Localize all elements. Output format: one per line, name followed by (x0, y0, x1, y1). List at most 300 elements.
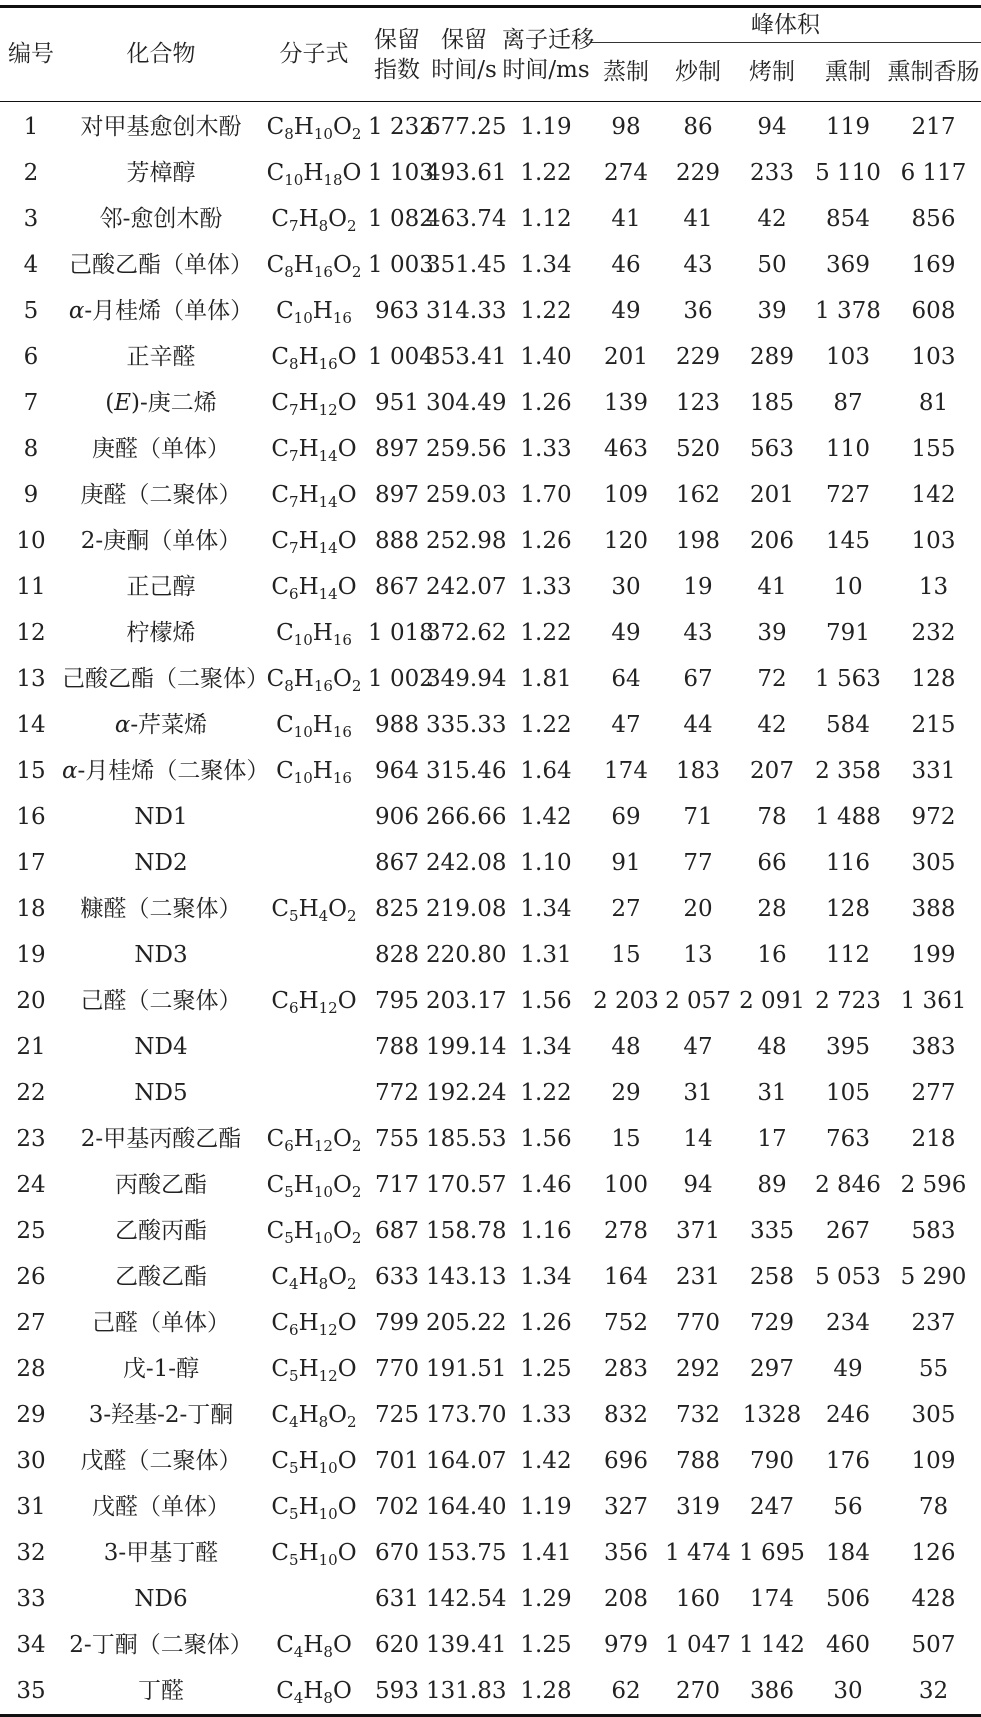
cell-compound: 对甲基愈创木酚 (80, 114, 242, 140)
cell-stir-fried: 231 (676, 1264, 720, 1290)
cell-smoked-sausage: 218 (911, 1126, 956, 1152)
cell-steamed: 69 (611, 804, 641, 830)
cell-retention-index: 1 232 (368, 114, 434, 140)
cell-smoked-sausage: 2 596 (900, 1172, 967, 1198)
cell-roasted: 66 (757, 850, 787, 876)
cell-stir-fried: 160 (676, 1586, 720, 1612)
cell-retention-time: 242.07 (426, 574, 507, 600)
cell-roasted: 790 (750, 1448, 794, 1474)
table-row (0, 1254, 981, 1300)
table-row (0, 1622, 981, 1668)
cell-roasted: 78 (757, 804, 787, 830)
cell-retention-index: 906 (375, 804, 419, 830)
cell-steamed: 41 (611, 206, 641, 232)
cell-retention-time: 205.22 (426, 1310, 507, 1336)
cell-steamed: 48 (611, 1034, 641, 1060)
cell-retention-time: 220.80 (426, 942, 507, 968)
cell-compound: 2-甲基丙酸乙酯 (80, 1126, 242, 1152)
cell-retention-time: 353.41 (426, 344, 507, 370)
cell-retention-index: 963 (375, 298, 419, 324)
cell-compound: 戊醛（二聚体） (80, 1448, 242, 1474)
cell-smoked: 369 (826, 252, 870, 278)
cell-stir-fried: 43 (683, 620, 713, 646)
cell-formula: $C_6H_{14}O$ (271, 574, 357, 603)
cell-retention-index: 755 (375, 1126, 419, 1152)
cell-formula: $C_6H_{12}O$ (271, 988, 357, 1017)
cell-smoked: 584 (826, 712, 870, 738)
header-steamed: 蒸制 (590, 43, 662, 102)
cell-drift-time: 1.34 (520, 896, 572, 922)
cell-retention-time: 463.74 (426, 206, 507, 232)
cell-drift-time: 1.10 (520, 850, 572, 876)
cell-smoked-sausage: 305 (911, 1402, 956, 1428)
cell-compound: ND6 (134, 1586, 188, 1612)
cell-id: 20 (16, 988, 46, 1014)
table-row (0, 1668, 981, 1716)
cell-formula: $C_8H_{10}O_2$ (266, 114, 362, 143)
cell-retention-index: 772 (375, 1080, 419, 1106)
table-row (0, 1116, 981, 1162)
table-row (0, 1392, 981, 1438)
cell-smoked-sausage: 388 (911, 896, 956, 922)
cell-stir-fried: 319 (676, 1494, 720, 1520)
cell-id: 13 (16, 666, 46, 692)
cell-compound: 戊醛（单体） (92, 1494, 230, 1520)
cell-smoked-sausage: 78 (918, 1494, 949, 1520)
cell-compound: ND2 (134, 850, 188, 876)
cell-formula: $C_{10}H_{18}O$ (266, 160, 362, 189)
cell-retention-index: 825 (375, 896, 419, 922)
table-row (0, 472, 981, 518)
table-row (0, 242, 981, 288)
cell-smoked: 176 (826, 1448, 870, 1474)
cell-compound: ND4 (134, 1034, 188, 1060)
cell-smoked-sausage: 305 (911, 850, 956, 876)
cell-roasted: 41 (757, 574, 787, 600)
header-retention-time-line1: 保留 (441, 26, 487, 53)
cell-retention-index: 1 002 (368, 666, 434, 692)
cell-retention-time: 139.41 (426, 1632, 507, 1658)
cell-stir-fried: 67 (683, 666, 713, 692)
cell-id: 5 (23, 298, 39, 324)
cell-formula: $C_4H_8O$ (276, 1678, 352, 1707)
cell-steamed: 832 (604, 1402, 648, 1428)
table-body (0, 102, 981, 1716)
cell-retention-index: 725 (375, 1402, 419, 1428)
cell-drift-time: 1.56 (520, 1126, 572, 1152)
cell-steamed: 120 (604, 528, 648, 554)
cell-formula: $C_5H_4O_2$ (271, 896, 357, 925)
cell-id: 6 (23, 344, 39, 370)
cell-drift-time: 1.42 (520, 1448, 572, 1474)
cell-steamed: 463 (604, 436, 648, 462)
cell-stir-fried: 2 057 (665, 988, 731, 1014)
header-retention-time (426, 7, 502, 102)
cell-retention-time: 164.40 (426, 1494, 507, 1520)
cell-compound: 2-丁酮（二聚体） (69, 1632, 253, 1658)
cell-formula: $C_4H_8O$ (276, 1632, 352, 1661)
cell-id: 28 (16, 1356, 46, 1382)
cell-stir-fried: 14 (683, 1126, 713, 1152)
table-row (0, 196, 981, 242)
table-row (0, 748, 981, 794)
cell-stir-fried: 270 (676, 1678, 720, 1704)
cell-stir-fried: 371 (676, 1218, 720, 1244)
cell-smoked: 763 (826, 1126, 870, 1152)
table-row (0, 1070, 981, 1116)
cell-retention-index: 799 (375, 1310, 419, 1336)
cell-id: 31 (16, 1494, 46, 1520)
cell-stir-fried: 71 (683, 804, 713, 830)
cell-drift-time: 1.25 (520, 1632, 572, 1658)
cell-stir-fried: 229 (676, 160, 720, 186)
header-formula: 分子式 (260, 7, 368, 102)
cell-retention-index: 988 (375, 712, 419, 738)
cell-retention-time: 158.78 (426, 1218, 507, 1244)
cell-roasted: 94 (757, 114, 787, 140)
cell-compound: 庚醛（二聚体） (80, 482, 242, 508)
cell-drift-time: 1.25 (520, 1356, 572, 1382)
cell-formula: $C_7H_{14}O$ (271, 436, 357, 465)
cell-retention-index: 620 (375, 1632, 419, 1658)
header-stir-fried: 炒制 (662, 43, 734, 102)
cell-id: 34 (16, 1632, 46, 1658)
cell-stir-fried: 1 047 (665, 1632, 731, 1658)
cell-stir-fried: 788 (676, 1448, 720, 1474)
cell-drift-time: 1.42 (520, 804, 572, 830)
cell-drift-time: 1.34 (520, 1034, 572, 1060)
table-row (0, 102, 981, 151)
cell-formula (260, 932, 368, 978)
cell-retention-index: 867 (375, 850, 419, 876)
cell-smoked-sausage: 331 (911, 758, 956, 784)
table-row (0, 656, 981, 702)
cell-compound: α-芹菜烯 (114, 712, 208, 738)
cell-retention-time: 170.57 (426, 1172, 507, 1198)
cell-formula: $C_{10}H_{16}$ (276, 758, 352, 787)
cell-compound: 2-庚酮（单体） (80, 528, 242, 554)
cell-compound: 乙酸丙酯 (115, 1218, 207, 1244)
cell-stir-fried: 13 (683, 942, 713, 968)
cell-smoked: 2 846 (815, 1172, 881, 1198)
cell-drift-time: 1.34 (520, 252, 572, 278)
cell-retention-time: 164.07 (426, 1448, 507, 1474)
cell-steamed: 274 (604, 160, 648, 186)
cell-id: 18 (16, 896, 46, 922)
cell-compound: 正己醇 (126, 574, 196, 600)
table-row (0, 932, 981, 978)
cell-stir-fried: 1 474 (665, 1540, 731, 1566)
cell-steamed: 30 (611, 574, 641, 600)
cell-smoked: 1 563 (815, 666, 881, 692)
cell-stir-fried: 36 (683, 298, 713, 324)
cell-retention-index: 828 (375, 942, 419, 968)
cell-compound: 己酸乙酯（二聚体） (62, 666, 269, 692)
cell-formula: $C_7H_{12}O$ (271, 390, 357, 419)
header-drift-time-line2: 时间/ms (502, 56, 590, 83)
cell-id: 22 (16, 1080, 46, 1106)
cell-retention-time: 242.08 (426, 850, 507, 876)
cell-formula: $C_{10}H_{16}$ (276, 620, 352, 649)
cell-compound: 庚醛（单体） (92, 436, 230, 462)
cell-steamed: 91 (611, 850, 641, 876)
cell-smoked-sausage: 972 (911, 804, 956, 830)
cell-retention-time: 266.66 (426, 804, 507, 830)
cell-retention-time: 131.83 (426, 1678, 507, 1704)
cell-stir-fried: 292 (676, 1356, 720, 1382)
header-id: 编号 (0, 7, 62, 102)
cell-smoked-sausage: 13 (918, 574, 949, 600)
cell-id: 11 (16, 574, 46, 600)
cell-smoked: 267 (826, 1218, 870, 1244)
cell-id: 7 (23, 390, 39, 416)
cell-drift-time: 1.29 (520, 1586, 572, 1612)
cell-smoked: 184 (826, 1540, 870, 1566)
cell-retention-index: 670 (375, 1540, 419, 1566)
header-retention-time-line2: 时间/s (431, 56, 497, 83)
table-row (0, 288, 981, 334)
cell-id: 17 (16, 850, 46, 876)
cell-retention-index: 867 (375, 574, 419, 600)
cell-drift-time: 1.81 (520, 666, 572, 692)
cell-compound: 己酸乙酯（单体） (69, 252, 253, 278)
cell-retention-time: 142.54 (426, 1586, 507, 1612)
cell-smoked-sausage: 55 (918, 1356, 949, 1382)
cell-retention-time: 143.13 (426, 1264, 507, 1290)
cell-id: 26 (16, 1264, 46, 1290)
cell-retention-index: 631 (375, 1586, 419, 1612)
cell-smoked: 105 (826, 1080, 870, 1106)
cell-roasted: 233 (750, 160, 794, 186)
cell-drift-time: 1.40 (520, 344, 572, 370)
cell-retention-index: 1 004 (368, 344, 434, 370)
cell-compound: 正辛醛 (126, 344, 196, 370)
cell-stir-fried: 86 (683, 114, 713, 140)
cell-compound: 芳樟醇 (126, 160, 196, 186)
cell-smoked-sausage: 169 (911, 252, 956, 278)
cell-roasted: 185 (750, 390, 794, 416)
cell-retention-index: 701 (375, 1448, 419, 1474)
cell-smoked-sausage: 109 (911, 1448, 956, 1474)
cell-id: 14 (16, 712, 46, 738)
cell-formula (260, 1024, 368, 1070)
cell-steamed: 15 (611, 1126, 641, 1152)
cell-smoked-sausage: 126 (911, 1540, 956, 1566)
header-roasted: 烤制 (734, 43, 810, 102)
cell-roasted: 2 091 (739, 988, 805, 1014)
cell-compound: (E)-庚二烯 (105, 390, 217, 416)
cell-smoked: 128 (826, 896, 870, 922)
table-row (0, 1300, 981, 1346)
cell-steamed: 29 (611, 1080, 641, 1106)
cell-smoked-sausage: 583 (911, 1218, 956, 1244)
cell-drift-time: 1.31 (520, 942, 572, 968)
cell-formula: $C_{10}H_{16}$ (276, 298, 352, 327)
cell-roasted: 28 (757, 896, 787, 922)
cell-steamed: 62 (611, 1678, 641, 1704)
cell-steamed: 283 (604, 1356, 648, 1382)
table-row (0, 1346, 981, 1392)
cell-roasted: 42 (757, 712, 787, 738)
cell-smoked: 30 (833, 1678, 863, 1704)
cell-roasted: 207 (750, 758, 794, 784)
cell-drift-time: 1.33 (520, 574, 572, 600)
cell-retention-index: 964 (375, 758, 419, 784)
cell-retention-time: 304.49 (426, 390, 507, 416)
cell-roasted: 16 (757, 942, 787, 968)
cell-stir-fried: 732 (676, 1402, 720, 1428)
cell-id: 10 (16, 528, 46, 554)
cell-retention-time: 199.14 (426, 1034, 507, 1060)
cell-compound: ND3 (134, 942, 188, 968)
cell-id: 27 (16, 1310, 46, 1336)
cell-roasted: 50 (757, 252, 787, 278)
cell-id: 1 (23, 114, 39, 140)
cell-retention-time: 252.98 (426, 528, 507, 554)
header-compound: 化合物 (62, 7, 260, 102)
cell-drift-time: 1.46 (520, 1172, 572, 1198)
cell-stir-fried: 20 (683, 896, 713, 922)
cell-retention-time: 192.24 (426, 1080, 507, 1106)
cell-drift-time: 1.22 (520, 1080, 572, 1106)
cell-retention-time: 203.17 (426, 988, 507, 1014)
cell-drift-time: 1.22 (520, 298, 572, 324)
table-row (0, 518, 981, 564)
cell-formula: $C_7H_{14}O$ (271, 482, 357, 511)
cell-stir-fried: 229 (676, 344, 720, 370)
cell-id: 12 (16, 620, 46, 646)
table-row (0, 702, 981, 748)
cell-smoked-sausage: 128 (911, 666, 956, 692)
cell-smoked-sausage: 856 (911, 206, 956, 232)
cell-retention-index: 897 (375, 436, 419, 462)
cell-retention-time: 349.94 (426, 666, 507, 692)
cell-steamed: 752 (604, 1310, 648, 1336)
cell-steamed: 174 (604, 758, 648, 784)
cell-smoked: 395 (826, 1034, 870, 1060)
cell-stir-fried: 198 (676, 528, 720, 554)
cell-drift-time: 1.33 (520, 436, 572, 462)
cell-roasted: 335 (750, 1218, 794, 1244)
cell-retention-time: 259.03 (426, 482, 507, 508)
cell-smoked-sausage: 1 361 (900, 988, 967, 1014)
cell-smoked-sausage: 428 (911, 1586, 956, 1612)
table-row (0, 1208, 981, 1254)
table-row (0, 1484, 981, 1530)
cell-roasted: 297 (750, 1356, 794, 1382)
cell-roasted: 1 695 (739, 1540, 805, 1566)
cell-id: 4 (23, 252, 39, 278)
cell-smoked-sausage: 608 (911, 298, 956, 324)
cell-id: 23 (16, 1126, 46, 1152)
cell-steamed: 696 (604, 1448, 648, 1474)
cell-smoked-sausage: 5 290 (900, 1264, 967, 1290)
cell-smoked: 460 (826, 1632, 870, 1658)
cell-steamed: 356 (604, 1540, 648, 1566)
cell-retention-time: 185.53 (426, 1126, 507, 1152)
cell-steamed: 201 (604, 344, 648, 370)
cell-id: 35 (16, 1678, 46, 1704)
header-drift-time (502, 7, 594, 102)
header-smoked-sausage: 熏制香肠 (886, 43, 981, 102)
cell-id: 32 (16, 1540, 46, 1566)
table-row (0, 1530, 981, 1576)
cell-roasted: 42 (757, 206, 787, 232)
table-row (0, 610, 981, 656)
table-row (0, 1162, 981, 1208)
cell-smoked: 234 (826, 1310, 870, 1336)
cell-smoked: 2 358 (815, 758, 881, 784)
compound-table (0, 5, 981, 1717)
cell-steamed: 109 (604, 482, 648, 508)
cell-roasted: 1328 (742, 1402, 802, 1428)
cell-smoked: 103 (826, 344, 870, 370)
cell-smoked-sausage: 155 (911, 436, 956, 462)
cell-smoked-sausage: 232 (911, 620, 956, 646)
cell-steamed: 15 (611, 942, 641, 968)
cell-retention-index: 1 082 (368, 206, 434, 232)
table-row (0, 1024, 981, 1070)
cell-id: 8 (23, 436, 39, 462)
cell-retention-index: 788 (375, 1034, 419, 1060)
cell-stir-fried: 19 (683, 574, 713, 600)
cell-smoked: 1 378 (815, 298, 881, 324)
cell-formula: $C_5H_{10}O_2$ (266, 1218, 362, 1247)
cell-smoked: 727 (826, 482, 870, 508)
cell-smoked-sausage: 277 (911, 1080, 956, 1106)
cell-drift-time: 1.33 (520, 1402, 572, 1428)
cell-stir-fried: 183 (676, 758, 720, 784)
cell-compound: 丙酸乙酯 (115, 1172, 207, 1198)
cell-smoked: 791 (826, 620, 870, 646)
cell-formula: $C_8H_{16}O_2$ (266, 666, 362, 695)
table-row (0, 1576, 981, 1622)
cell-drift-time: 1.70 (520, 482, 572, 508)
cell-retention-index: 702 (375, 1494, 419, 1520)
table-row (0, 426, 981, 472)
cell-roasted: 258 (750, 1264, 794, 1290)
cell-retention-time: 259.56 (426, 436, 507, 462)
cell-drift-time: 1.26 (520, 528, 572, 554)
cell-retention-index: 795 (375, 988, 419, 1014)
cell-compound: 丁醛 (138, 1678, 184, 1704)
cell-roasted: 563 (750, 436, 794, 462)
cell-smoked-sausage: 6 117 (900, 160, 967, 186)
cell-stir-fried: 123 (676, 390, 720, 416)
cell-drift-time: 1.22 (520, 620, 572, 646)
cell-stir-fried: 47 (683, 1034, 713, 1060)
cell-drift-time: 1.56 (520, 988, 572, 1014)
cell-roasted: 1 142 (739, 1632, 805, 1658)
cell-roasted: 89 (757, 1172, 787, 1198)
cell-compound: 柠檬烯 (126, 620, 196, 646)
cell-smoked: 87 (833, 390, 863, 416)
cell-roasted: 729 (750, 1310, 794, 1336)
cell-smoked: 116 (826, 850, 870, 876)
cell-retention-time: 173.70 (426, 1402, 507, 1428)
cell-steamed: 49 (611, 298, 641, 324)
cell-smoked: 10 (833, 574, 863, 600)
cell-retention-index: 1 018 (368, 620, 434, 646)
cell-formula: $C_4H_8O_2$ (271, 1402, 357, 1431)
cell-steamed: 49 (611, 620, 641, 646)
cell-id: 25 (16, 1218, 46, 1244)
cell-smoked-sausage: 103 (911, 344, 956, 370)
cell-roasted: 31 (757, 1080, 787, 1106)
cell-stir-fried: 94 (683, 1172, 713, 1198)
cell-stir-fried: 44 (683, 712, 713, 738)
table-row (0, 380, 981, 426)
